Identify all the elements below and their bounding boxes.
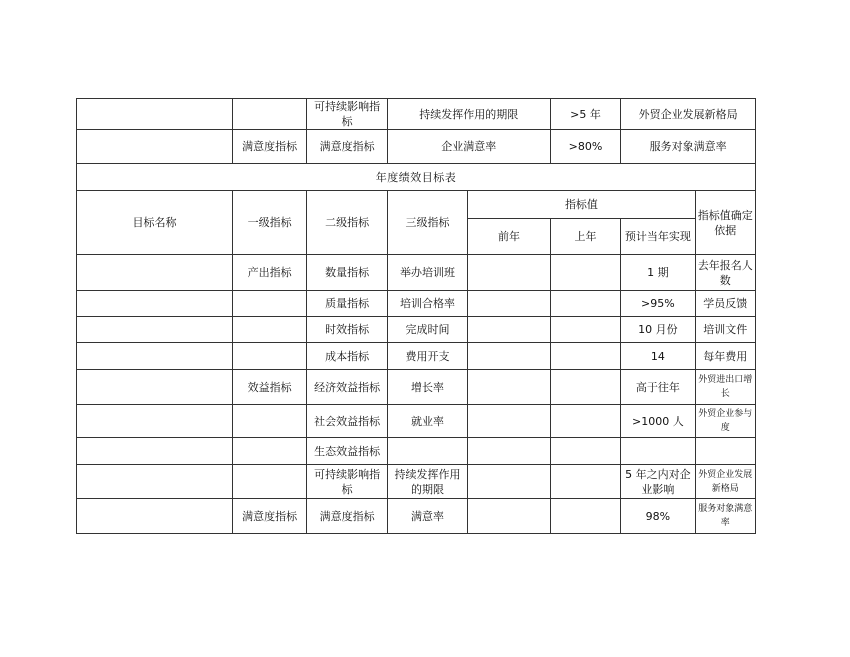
header-last-year: 上年 [550,219,620,255]
performance-table [76,98,756,534]
cell-basis: 学员反馈 [695,291,755,317]
cell-last [550,291,620,317]
cell-level3: 增长率 [387,370,467,405]
cell-target [77,465,233,499]
header-expected: 预计当年实现 [621,219,695,255]
cell-target [77,291,233,317]
cell-expected: 5 年之内对企业影响 [621,465,695,499]
cell-last [550,465,620,499]
cell-basis: 去年报名人数 [695,255,755,291]
cell-expected: >1000 人 [621,405,695,438]
cell-level1 [232,465,306,499]
cell-level2: 经济效益指标 [307,370,387,405]
cell-level3: 费用开支 [387,343,467,370]
cell-prev [468,499,550,534]
cell-basis: 服务对象满意率 [621,130,756,164]
cell-level1 [232,317,306,343]
cell-value: >80% [550,130,620,164]
cell-empty [77,130,233,164]
table-row [77,438,756,465]
cell-last [550,317,620,343]
cell-target [77,438,233,465]
cell-level2: 质量指标 [307,291,387,317]
cell-level2: 可持续影响指标 [307,465,387,499]
cell-level3 [387,438,467,465]
cell-expected: 1 期 [621,255,695,291]
cell-expected [621,438,695,465]
header-level2: 二级指标 [307,191,387,255]
table-row [77,343,756,370]
cell-last [550,438,620,465]
table-title: 年度绩效目标表 [77,164,756,191]
cell-basis: 每年费用 [695,343,755,370]
cell-target [77,343,233,370]
cell-target [77,255,233,291]
cell-target [77,317,233,343]
cell-level3: 持续发挥作用的期限 [387,99,550,130]
cell-level3: 举办培训班 [387,255,467,291]
cell-level1: 产出指标 [232,255,306,291]
cell-target [77,499,233,534]
cell-basis [695,438,755,465]
top-row-1 [77,99,756,130]
table-row [77,255,756,291]
cell-level2: 生态效益指标 [307,438,387,465]
cell-expected: 10 月份 [621,317,695,343]
cell-level2: 数量指标 [307,255,387,291]
cell-level2: 可持续影响指标 [307,99,387,130]
cell-prev [468,343,550,370]
table-row [77,405,756,438]
cell-last [550,405,620,438]
cell-level3: 持续发挥作用的期限 [387,465,467,499]
cell-basis: 外贸企业参与度 [695,405,755,438]
cell-expected: >95% [621,291,695,317]
cell-expected: 98% [621,499,695,534]
header-row-1 [77,191,756,219]
cell-level3: 满意率 [387,499,467,534]
cell-last [550,499,620,534]
cell-level3: 培训合格率 [387,291,467,317]
table-row [77,465,756,499]
cell-last [550,255,620,291]
cell-expected: 高于往年 [621,370,695,405]
cell-level2: 成本指标 [307,343,387,370]
header-prev-year: 前年 [468,219,550,255]
cell-level2: 时效指标 [307,317,387,343]
header-basis: 指标值确定依据 [695,191,755,255]
cell-last [550,343,620,370]
cell-empty [232,99,306,130]
cell-basis: 外贸企业发展新格局 [695,465,755,499]
cell-level2: 满意度指标 [307,499,387,534]
cell-prev [468,465,550,499]
table-row [77,291,756,317]
header-target-name: 目标名称 [77,191,233,255]
cell-level2: 满意度指标 [307,130,387,164]
cell-empty [77,99,233,130]
cell-expected: 14 [621,343,695,370]
performance-sheet [76,98,756,534]
table-row [77,370,756,405]
cell-level1 [232,405,306,438]
cell-prev [468,405,550,438]
cell-target [77,405,233,438]
cell-level1 [232,291,306,317]
top-row-2 [77,130,756,164]
cell-level2: 社会效益指标 [307,405,387,438]
cell-level1: 满意度指标 [232,130,306,164]
table-row [77,499,756,534]
cell-basis: 外贸企业发展新格局 [621,99,756,130]
title-row [77,164,756,191]
header-level3: 三级指标 [387,191,467,255]
cell-target [77,370,233,405]
table-row [77,317,756,343]
cell-prev [468,370,550,405]
header-indicator-value: 指标值 [468,191,695,219]
cell-level1 [232,438,306,465]
cell-prev [468,317,550,343]
cell-level3: 就业率 [387,405,467,438]
cell-level3: 企业满意率 [387,130,550,164]
cell-value: >5 年 [550,99,620,130]
cell-level1: 满意度指标 [232,499,306,534]
cell-level3: 完成时间 [387,317,467,343]
cell-prev [468,255,550,291]
header-level1: 一级指标 [232,191,306,255]
cell-basis: 外贸进出口增长 [695,370,755,405]
cell-prev [468,291,550,317]
cell-level1: 效益指标 [232,370,306,405]
cell-basis: 培训文件 [695,317,755,343]
cell-basis: 服务对象满意率 [695,499,755,534]
cell-level1 [232,343,306,370]
cell-prev [468,438,550,465]
cell-last [550,370,620,405]
